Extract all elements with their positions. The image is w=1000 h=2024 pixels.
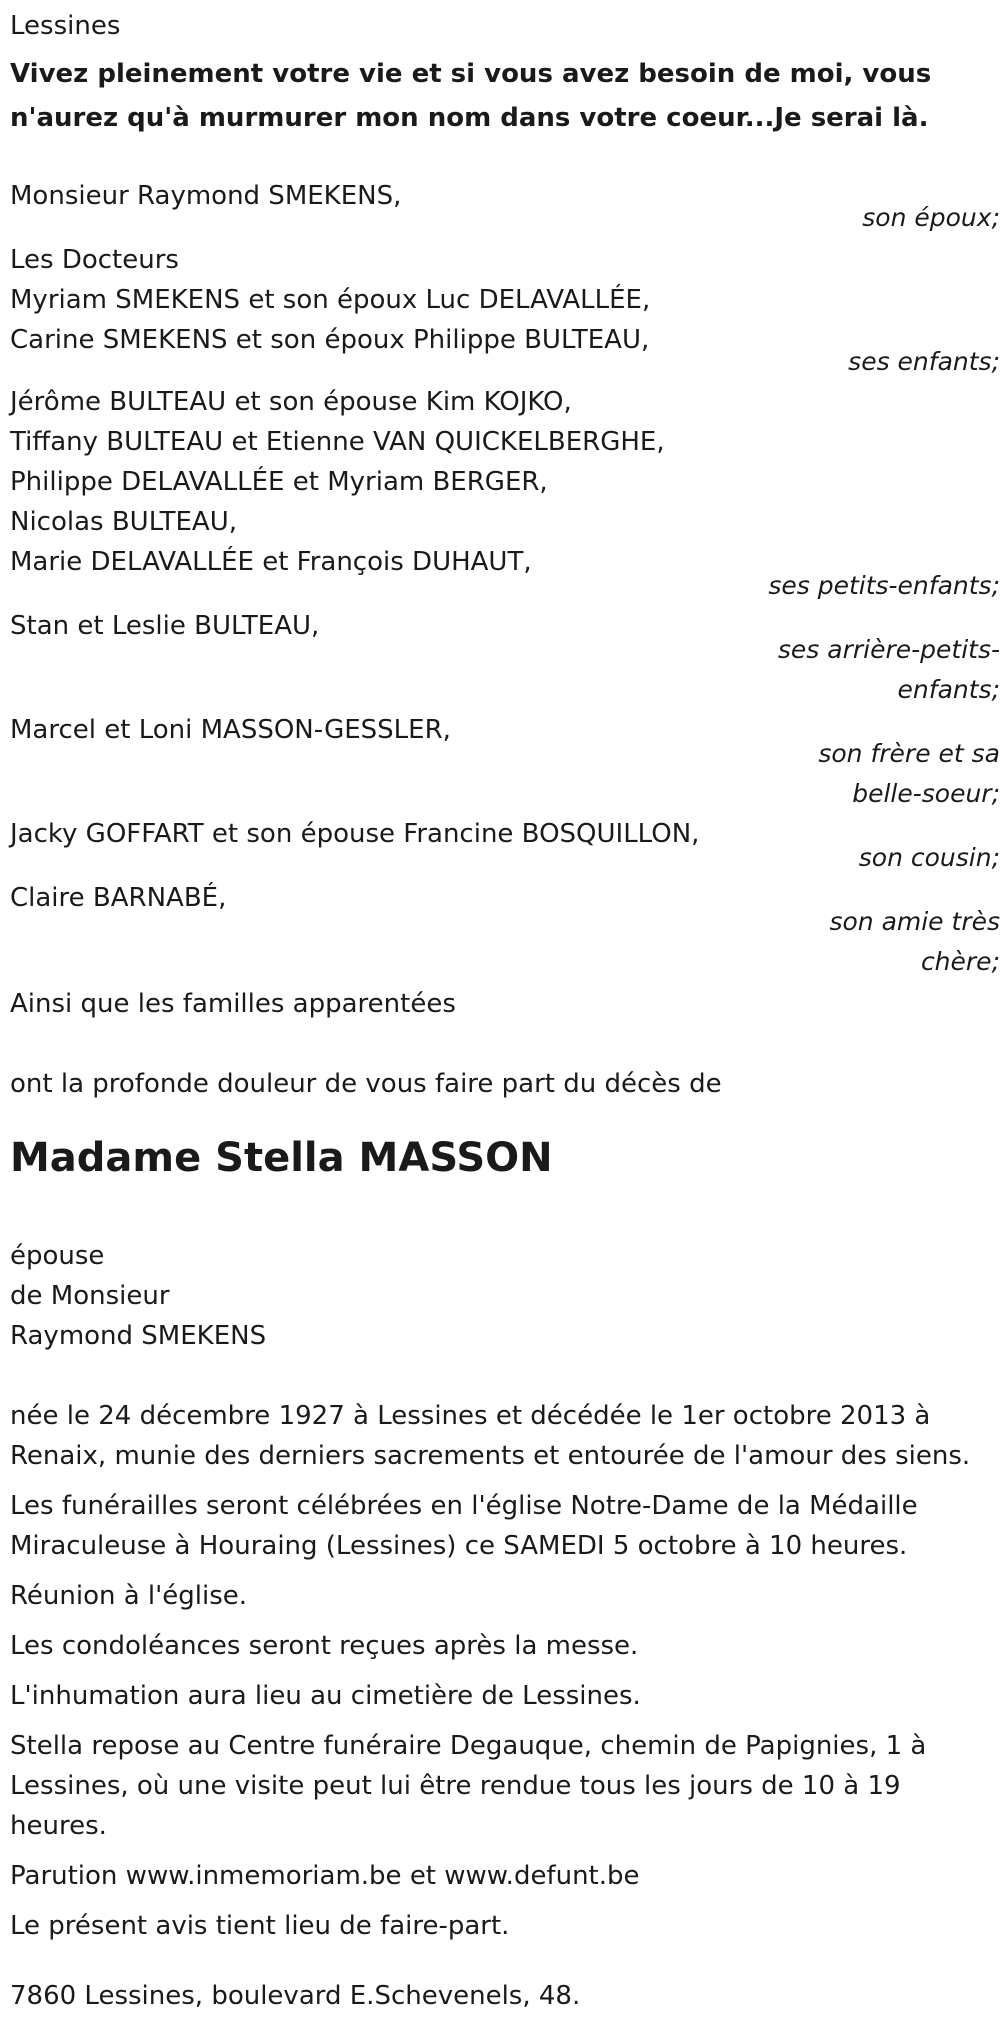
spouse-of-line: de Monsieur [10, 1281, 170, 1311]
grandchild-line: Marie DELAVALLÉE et François DUHAUT, [10, 547, 532, 577]
friend-line: Claire BARNABÉ, [10, 883, 227, 913]
burial-line: L'inhumation aura lieu au cimetière de Lessines. [10, 1681, 641, 1711]
publication-line: Parution www.inmemoriam.be et www.defunt.be [10, 1861, 640, 1891]
child-line: Carine SMEKENS et son époux Philippe BULTEAU, [10, 325, 650, 355]
grandchild-line: Jérôme BULTEAU et son épouse Kim KOJKO, [10, 387, 572, 417]
cousin-role: son cousin; [858, 843, 1000, 872]
notice-line: Le présent avis tient lieu de faire-part. [10, 1911, 510, 1941]
rest-line: Lessines, où une visite peut lui être rendue tous les jours de 10 à 19 [10, 1771, 901, 1801]
spouse-name: Monsieur Raymond SMEKENS, [10, 181, 402, 211]
cousin-line: Jacky GOFFART et son épouse Francine BOSQUILLON, [10, 819, 700, 849]
great-grandchildren-role: ses arrière-petits- [777, 635, 1000, 664]
address-line: 7860 Lessines, boulevard E.Schevenels, 48. [10, 1981, 581, 2011]
children-role: ses enfants; [848, 347, 1000, 376]
sibling-role: belle-soeur; [852, 779, 1000, 808]
spouse-of-line: Raymond SMEKENS [10, 1321, 267, 1351]
spouse-of-line: épouse [10, 1241, 105, 1271]
friend-role: son amie très [829, 907, 1000, 936]
relatives-line: Ainsi que les familles apparentées [10, 989, 456, 1019]
memorial-quote: Vivez pleinement votre vie et si vous avez besoin de moi, vous n'aurez qu'à murmurer mon nom dans votre coeur...Je serai là. [10, 59, 932, 133]
location-heading: Lessines [10, 11, 121, 41]
birth-death-line: Renaix, munie des derniers sacrements et entourée de l'amour des siens. [10, 1441, 971, 1471]
friend-role: chère; [920, 947, 1000, 976]
grandchildren-role: ses petits-enfants; [768, 571, 1000, 600]
condolences-line: Les condoléances seront reçues après la messe. [10, 1631, 639, 1661]
birth-death-line: née le 24 décembre 1927 à Lessines et décédée le 1er octobre 2013 à [10, 1401, 931, 1431]
children-intro: Les Docteurs [10, 245, 179, 275]
great-grandchildren-role: enfants; [897, 675, 1000, 704]
child-line: Myriam SMEKENS et son époux Luc DELAVALLÉE, [10, 285, 651, 315]
sibling-line: Marcel et Loni MASSON-GESSLER, [10, 715, 451, 745]
sibling-role: son frère et sa [818, 739, 1000, 768]
spouse-role: son époux; [862, 203, 1000, 232]
deceased-name: Madame Stella MASSON [10, 1135, 553, 1181]
funeral-line: Miraculeuse à Houraing (Lessines) ce SAMEDI 5 octobre à 10 heures. [10, 1531, 908, 1561]
grandchild-line: Tiffany BULTEAU et Etienne VAN QUICKELBERGHE, [10, 427, 665, 457]
rest-line: heures. [10, 1811, 107, 1841]
rest-line: Stella repose au Centre funéraire Degauque, chemin de Papignies, 1 à [10, 1731, 927, 1761]
announcement-line: ont la profonde douleur de vous faire part du décès de [10, 1069, 722, 1099]
grandchild-line: Philippe DELAVALLÉE et Myriam BERGER, [10, 467, 548, 497]
funeral-line: Les funérailles seront célébrées en l'église Notre-Dame de la Médaille [10, 1491, 918, 1521]
grandchild-line: Nicolas BULTEAU, [10, 507, 238, 537]
reunion-line: Réunion à l'église. [10, 1581, 248, 1611]
great-grandchildren: Stan et Leslie BULTEAU, [10, 611, 320, 641]
